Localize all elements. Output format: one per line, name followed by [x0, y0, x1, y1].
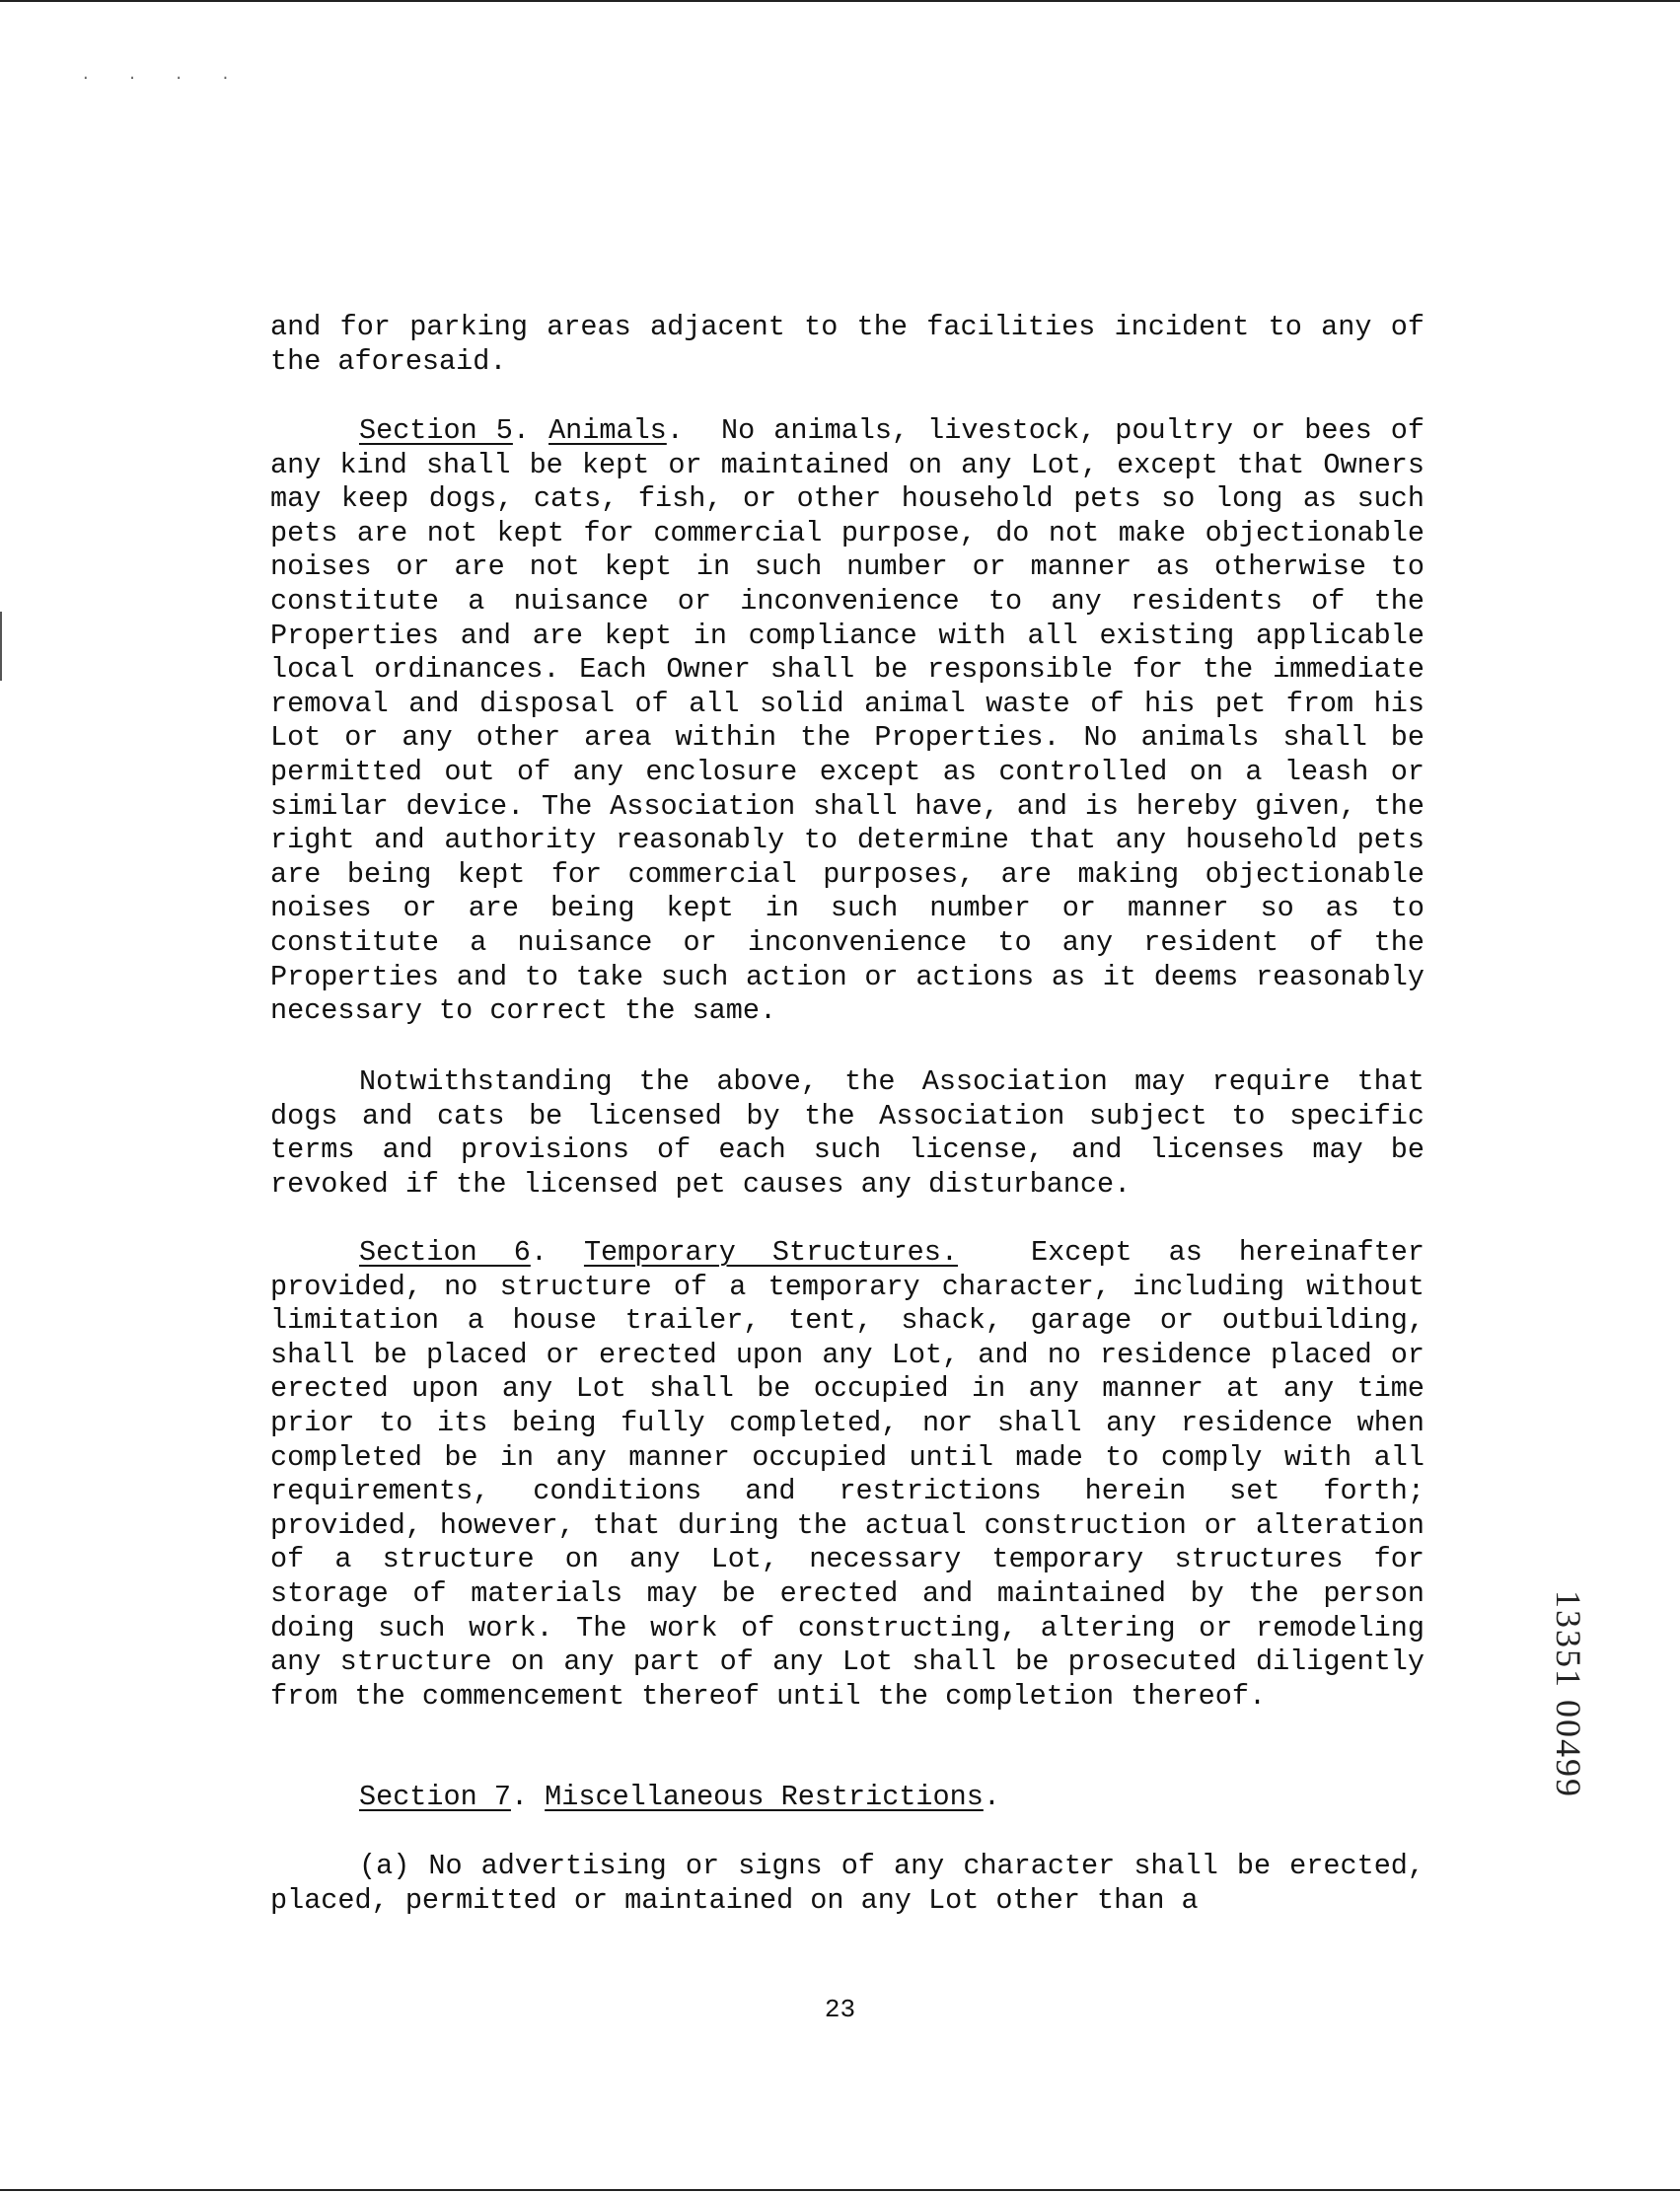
section-7-heading: Section 7. Miscellaneous Restrictions. [359, 1781, 1000, 1813]
notwithstanding-text: Notwithstanding the above, the Association may require that dogs and cats be licensed by the Association subject to specific terms and provisions of each such license, and licenses may be revoked if the licensed pet causes any disturbance. [270, 1065, 1424, 1201]
page-number: 23 [824, 1995, 856, 2024]
section-5-body: No animals, livestock, poultry or bees of any kind shall be kept or maintained on any Lot, except that Owners may keep dogs, cats, fish, or other household pets so long as such pets are not kept for commercial purpose, do not make objectionable noises or are not kept in such number or manner as otherwise to constitute a nuisance or inconvenience to any residents of the Properties and are kept in compliance with all existing applicable local ordinances. Each Owner shall be responsible for the immediate removal and disposal of all solid animal waste of his pet from his Lot or any other area within the Properties. No animals shall be permitted out of any enclosure except as controlled on a leash or similar device. The Association shall have, and is hereby given, the right and authority reasonably to determine that any household pets are being kept for commercial purposes, are making objectionable noises or are being kept in such number or manner so as to constitute a nuisance or inconvenience to any resident of the Properties and to take such action or actions as it deems reasonably necessary to correct the same. [270, 414, 1424, 1028]
section-6-paragraph [270, 1236, 1424, 1714]
section-5-title: Animals [548, 414, 667, 447]
section-6-body: Except as hereinafter provided, no structure of a temporary character, including without limitation a house trailer, tent, shack, garage or outbuilding, shall be placed or erected upon any Lot, and no residence placed or erected upon any Lot shall be occupied in any manner at any time prior to its being fully completed, nor shall any residence when completed be in any manner occupied until made to comply with all requirements, conditions and restrictions herein set forth; provided, however, that during the actual construction or alteration of a structure on any Lot, necessary temporary structures for storage of materials may be erected and maintained by the person doing such work. The work of constructing, altering or remodeling any structure on any part of any Lot shall be prosecuted diligently from the commencement thereof until the completion thereof. [270, 1236, 1424, 1713]
section-5-label: Section 5 [359, 414, 513, 447]
notwithstanding-paragraph [270, 1065, 1424, 1202]
scan-specks: · · · · [81, 69, 245, 87]
scan-edge-mark [0, 612, 2, 681]
section-7-title: Miscellaneous Restrictions [545, 1781, 984, 1813]
continuation-paragraph [270, 311, 1424, 379]
section-5-text: Section 5. Animals. No animals, livestock, poultry or bees of any kind shall be kept or maintained on any Lot, except that Owners may keep dogs, cats, fish, or other household pets so long as such pets are not kept for commercial purpose, do not make objectionable noises or are not kept in such number or manner as otherwise to constitute a nuisance or inconvenience to any residents of the Properties and are kept in compliance with all existing applicable local ordinances. Each Owner shall be responsible for the immediate removal and disposal of all solid animal waste of his pet from his Lot or any other area within the Properties. No animals shall be permitted out of any enclosure except as controlled on a leash or similar device. The Association shall have, and is hereby given, the right and authority reasonably to determine that any household pets are being kept for commercial purposes, are making objectionable noises or are being kept in such number or manner so as to constitute a nuisance or inconvenience to any resident of the Properties and to take such action or actions as it deems reasonably necessary to correct the same. [270, 414, 1424, 1028]
section-5-paragraph [270, 414, 1424, 1029]
section-7-label: Section 7 [359, 1781, 511, 1813]
section-6-title: Temporary Structures. [583, 1236, 958, 1269]
continuation-text: and for parking areas adjacent to the facilities incident to any of the aforesaid. [270, 311, 1424, 378]
recording-number-stamp: 13351 00499 [1549, 1590, 1588, 1798]
item-a-paragraph [270, 1850, 1424, 1918]
item-a-text: (a) No advertising or signs of any character shall be erected, placed, permitted or maintained on any Lot other than a [270, 1850, 1424, 1917]
section-6-label: Section 6 [359, 1236, 531, 1269]
top-border-line [0, 0, 1680, 2]
section-6-text: Section 6. Temporary Structures. Except as hereinafter provided, no structure of a temporary character, including without limitation a house trailer, tent, shack, garage or outbuilding, shall be placed or erected upon any Lot, and no residence placed or erected upon any Lot shall be occupied in any manner at any time prior to its being fully completed, nor shall any residence when completed be in any manner occupied until made to comply with all requirements, conditions and restrictions herein set forth; provided, however, that during the actual construction or alteration of a structure on any Lot, necessary temporary structures for storage of materials may be erected and maintained by the person doing such work. The work of constructing, altering or remodeling any structure on any part of any Lot shall be prosecuted diligently from the commencement thereof until the completion thereof. [270, 1236, 1424, 1713]
bottom-border-line [0, 2189, 1680, 2191]
